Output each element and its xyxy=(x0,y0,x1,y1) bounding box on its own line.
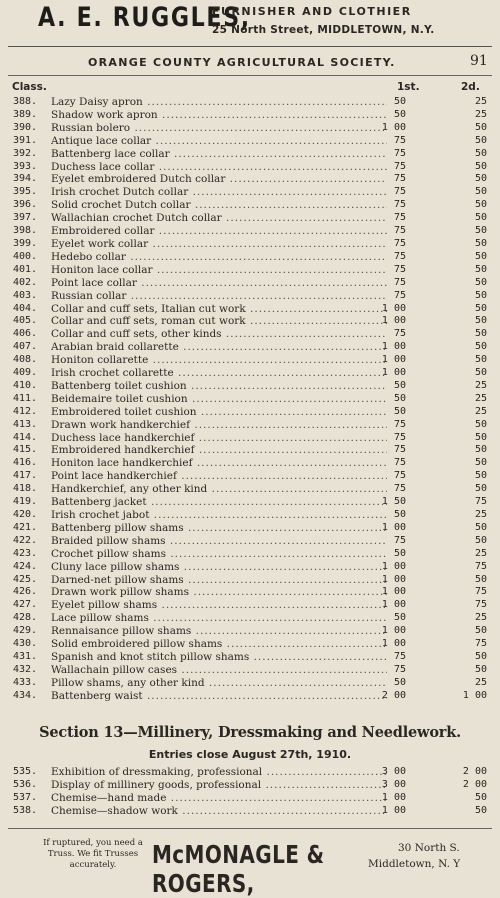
entry-first-premium: 1 00 xyxy=(381,791,406,803)
entry-class-number: 408. xyxy=(13,354,38,366)
entry-row xyxy=(0,444,500,457)
entry-row xyxy=(0,522,500,535)
entry-description: Battenberg jacket ..... xyxy=(51,496,387,509)
mcmonagle-address-1: 30 North S. xyxy=(398,842,460,854)
mcmonagle-address-2: Middletown, N. Y xyxy=(368,858,461,870)
entry-row xyxy=(0,766,500,779)
entry-row xyxy=(0,432,500,445)
entry-first-premium: 75 xyxy=(393,276,406,288)
entry-description: Handkerchief, any other kind ..... xyxy=(51,483,387,496)
entry-second-premium: 25 xyxy=(474,612,487,624)
entry-first-premium: 75 xyxy=(393,650,406,662)
rupture-line-2: Truss. We fit Trusses xyxy=(47,849,139,859)
entry-first-premium: 75 xyxy=(393,225,406,237)
entry-description: Arabian braid collarette ..... xyxy=(51,341,387,354)
entry-description: Lace pillow shams ..... xyxy=(51,612,387,625)
entry-second-premium: 50 xyxy=(474,173,487,185)
entry-second-premium: 75 xyxy=(474,560,487,572)
entry-class-number: 422. xyxy=(13,534,38,546)
entry-class-number: 411. xyxy=(13,392,38,404)
entry-description: Battenberg lace collar ..... xyxy=(51,148,387,161)
entry-class-number: 425. xyxy=(13,573,38,585)
entry-second-premium: 25 xyxy=(474,96,487,107)
entry-description: Collar and cuff sets, other kinds ..... xyxy=(51,328,387,341)
entry-description: Exhibition of dressmaking, professional ..... xyxy=(51,766,387,779)
entry-description: Crochet pillow shams ..... xyxy=(51,548,387,561)
entry-class-number: 397. xyxy=(13,212,38,224)
entries-close-notice: Entries close August 27th, 1910. xyxy=(148,748,352,761)
section-title: Section 13—Millinery, Dressmaking and Needlework. xyxy=(39,724,461,741)
entry-row xyxy=(0,315,500,328)
entry-description: Chemise—shadow work ..... xyxy=(51,805,387,818)
entry-second-premium: 50 xyxy=(474,470,487,482)
entry-first-premium: 2 00 xyxy=(381,689,406,701)
entry-second-premium: 25 xyxy=(474,379,487,391)
entry-row xyxy=(0,251,500,264)
entry-class-number: 410. xyxy=(13,379,38,391)
entry-description: Embroidered toilet cushion ..... xyxy=(51,406,387,419)
entry-class-number: 400. xyxy=(13,250,38,262)
entry-second-premium: 25 xyxy=(474,547,487,559)
entry-row xyxy=(0,612,500,625)
entry-second-premium: 1 00 xyxy=(462,689,487,701)
entry-description: Battenberg waist ..... xyxy=(51,690,387,703)
entry-second-premium: 50 xyxy=(474,315,487,327)
entry-description: Collar and cuff sets, Italian cut work ..... xyxy=(51,303,387,316)
entry-row xyxy=(0,406,500,419)
entry-second-premium: 50 xyxy=(474,663,487,675)
entry-first-premium: 75 xyxy=(393,173,406,185)
entry-description: Embroidered collar ..... xyxy=(51,225,387,238)
entry-second-premium: 50 xyxy=(474,147,487,159)
entry-second-premium: 50 xyxy=(474,160,487,172)
entry-first-premium: 1 00 xyxy=(381,586,406,598)
entry-class-number: 421. xyxy=(13,521,38,533)
entry-second-premium: 50 xyxy=(474,225,487,237)
column-header-second: 2d. xyxy=(461,81,480,93)
entry-class-number: 413. xyxy=(13,418,38,430)
column-header-first: 1st. xyxy=(397,81,420,93)
entry-class-number: 419. xyxy=(13,496,38,508)
entry-description: Display of millinery goods, professional ..... xyxy=(51,779,387,792)
entry-first-premium: 50 xyxy=(393,676,406,688)
entry-class-number: 420. xyxy=(13,509,38,520)
entry-description: Battenberg pillow shams ..... xyxy=(51,522,387,535)
entry-description: Chemise—hand made ..... xyxy=(51,792,387,805)
top-advertisement xyxy=(0,0,500,46)
entry-row xyxy=(0,496,500,509)
entry-second-premium: 50 xyxy=(474,431,487,443)
entry-description: Spanish and knot stitch pillow shams ..... xyxy=(51,651,387,664)
entry-row xyxy=(0,161,500,174)
entry-description: Lazy Daisy apron ..... xyxy=(51,96,387,109)
rupture-line-3: accurately. xyxy=(69,860,117,870)
entry-description: Drawn work handkerchief ..... xyxy=(51,419,387,432)
entry-class-number: 428. xyxy=(13,612,38,624)
entry-row xyxy=(0,109,500,122)
entry-class-number: 423. xyxy=(13,547,38,559)
entry-first-premium: 75 xyxy=(393,470,406,482)
entry-row xyxy=(0,135,500,148)
entry-description: Honiton lace handkerchief ..... xyxy=(51,457,387,470)
entry-first-premium: 50 xyxy=(393,379,406,391)
entry-second-premium: 50 xyxy=(474,121,487,133)
entry-class-number: 392. xyxy=(13,147,38,159)
entry-row xyxy=(0,238,500,251)
entry-row xyxy=(0,535,500,548)
entry-class-number: 399. xyxy=(13,237,38,249)
entry-class-number: 427. xyxy=(13,599,38,611)
entry-class-number: 388. xyxy=(13,96,38,107)
entry-description: Cluny lace pillow shams ..... xyxy=(51,561,387,574)
entry-class-number: 409. xyxy=(13,367,38,379)
entry-first-premium: 75 xyxy=(393,134,406,146)
entry-description: Embroidered handkerchief ..... xyxy=(51,444,387,457)
entry-class-number: 394. xyxy=(13,173,38,185)
entry-description: Wallachian crochet Dutch collar ..... xyxy=(51,212,387,225)
entry-row xyxy=(0,122,500,135)
entry-row xyxy=(0,277,500,290)
rupture-line-1: If ruptured, you need a xyxy=(43,838,143,848)
entry-first-premium: 1 00 xyxy=(381,560,406,572)
entry-first-premium: 75 xyxy=(393,663,406,675)
entry-row xyxy=(0,457,500,470)
ruggles-name: A. E. RUGGLES, xyxy=(38,2,251,33)
entry-first-premium: 1 00 xyxy=(381,573,406,585)
entry-class-number: 406. xyxy=(13,328,38,340)
entry-first-premium: 1 00 xyxy=(381,315,406,327)
entry-first-premium: 1 00 xyxy=(381,121,406,133)
entry-first-premium: 75 xyxy=(393,186,406,198)
entry-second-premium: 50 xyxy=(474,573,487,585)
entry-class-number: 396. xyxy=(13,199,38,211)
entry-first-premium: 1 00 xyxy=(381,354,406,366)
entry-description: Beidemaire toilet cushion ..... xyxy=(51,393,387,406)
entry-second-premium: 50 xyxy=(474,650,487,662)
entry-second-premium: 50 xyxy=(474,354,487,366)
section-premium-list xyxy=(0,766,500,818)
entry-first-premium: 1 00 xyxy=(381,302,406,314)
entry-description: Braided pillow shams ..... xyxy=(51,535,387,548)
entry-second-premium: 50 xyxy=(474,328,487,340)
entry-row xyxy=(0,173,500,186)
entry-class-number: 398. xyxy=(13,225,38,237)
entry-second-premium: 50 xyxy=(474,341,487,353)
entry-first-premium: 75 xyxy=(393,237,406,249)
entry-class-number: 432. xyxy=(13,663,38,675)
entry-first-premium: 75 xyxy=(393,457,406,469)
entry-class-number: 426. xyxy=(13,586,38,598)
entry-row xyxy=(0,779,500,792)
entry-first-premium: 75 xyxy=(393,250,406,262)
entry-second-premium: 2 00 xyxy=(462,766,487,777)
entry-row xyxy=(0,574,500,587)
entry-second-premium: 50 xyxy=(474,263,487,275)
entry-second-premium: 75 xyxy=(474,638,487,650)
entry-description: Antique lace collar ..... xyxy=(51,135,387,148)
entry-description: Eyelet work collar ..... xyxy=(51,238,387,251)
entry-first-premium: 75 xyxy=(393,418,406,430)
entry-description: Eyelet pillow shams ..... xyxy=(51,599,387,612)
entry-second-premium: 50 xyxy=(474,186,487,198)
entry-second-premium: 50 xyxy=(474,791,487,803)
entry-first-premium: 75 xyxy=(393,289,406,301)
entry-description: Honiton collarette ..... xyxy=(51,354,387,367)
entry-description: Drawn work pillow shams ..... xyxy=(51,586,387,599)
entry-row xyxy=(0,186,500,199)
entry-row xyxy=(0,664,500,677)
heading-divider xyxy=(8,75,492,76)
bottom-divider xyxy=(8,828,492,829)
entry-class-number: 414. xyxy=(13,431,38,443)
entry-description: Hedebo collar ..... xyxy=(51,251,387,264)
entry-first-premium: 50 xyxy=(393,108,406,120)
entry-first-premium: 1 00 xyxy=(381,367,406,379)
entry-row xyxy=(0,509,500,522)
entry-first-premium: 1 00 xyxy=(381,341,406,353)
mcmonagle-name: McMONAGLE & ROGERS, xyxy=(152,840,325,898)
entry-description: Eyelet embroidered Dutch collar ..... xyxy=(51,173,387,186)
entry-first-premium: 1 00 xyxy=(381,638,406,650)
entry-first-premium: 75 xyxy=(393,483,406,495)
entry-row xyxy=(0,148,500,161)
entry-row xyxy=(0,354,500,367)
entry-class-number: 415. xyxy=(13,444,38,456)
entry-row xyxy=(0,677,500,690)
entry-class-number: 391. xyxy=(13,134,38,146)
entry-second-premium: 50 xyxy=(474,276,487,288)
entry-description: Duchess lace collar ..... xyxy=(51,161,387,174)
entry-description: Russian bolero ..... xyxy=(51,122,387,135)
entry-description: Wallachain pillow cases ..... xyxy=(51,664,387,677)
entry-row xyxy=(0,328,500,341)
entry-row xyxy=(0,419,500,432)
entry-first-premium: 1 50 xyxy=(381,496,406,508)
entry-second-premium: 50 xyxy=(474,134,487,146)
entry-description: Irish crochet Dutch collar ..... xyxy=(51,186,387,199)
entry-class-number: 535. xyxy=(13,766,38,777)
entry-row xyxy=(0,586,500,599)
entry-second-premium: 50 xyxy=(474,444,487,456)
entry-row xyxy=(0,690,500,703)
entry-second-premium: 25 xyxy=(474,509,487,520)
entry-description: Shadow work apron ..... xyxy=(51,109,387,122)
entry-first-premium: 1 00 xyxy=(381,599,406,611)
entry-first-premium: 75 xyxy=(393,212,406,224)
entry-class-number: 433. xyxy=(13,676,38,688)
ruggles-address: 25 North Street, MIDDLETOWN, N.Y. xyxy=(212,24,435,36)
entry-description: Honiton lace collar ..... xyxy=(51,264,387,277)
entry-first-premium: 50 xyxy=(393,547,406,559)
entry-second-premium: 50 xyxy=(474,457,487,469)
bottom-advertisement xyxy=(0,830,500,898)
entry-second-premium: 50 xyxy=(474,804,487,816)
entry-class-number: 401. xyxy=(13,263,38,275)
entry-first-premium: 50 xyxy=(393,96,406,107)
entry-second-premium: 50 xyxy=(474,625,487,637)
entry-row xyxy=(0,792,500,805)
entry-second-premium: 50 xyxy=(474,199,487,211)
entry-description: Point lace collar ..... xyxy=(51,277,387,290)
rupture-notice xyxy=(28,838,158,871)
entry-row xyxy=(0,561,500,574)
entry-class-number: 418. xyxy=(13,483,38,495)
premium-list xyxy=(0,96,500,703)
entry-row xyxy=(0,805,500,818)
entry-class-number: 402. xyxy=(13,276,38,288)
entry-first-premium: 75 xyxy=(393,534,406,546)
entry-second-premium: 25 xyxy=(474,676,487,688)
entry-class-number: 389. xyxy=(13,108,38,120)
entry-second-premium: 25 xyxy=(474,108,487,120)
entry-second-premium: 50 xyxy=(474,289,487,301)
entry-row xyxy=(0,638,500,651)
entry-row xyxy=(0,96,500,109)
entry-class-number: 403. xyxy=(13,289,38,301)
entry-class-number: 431. xyxy=(13,650,38,662)
entry-second-premium: 50 xyxy=(474,367,487,379)
entry-first-premium: 50 xyxy=(393,405,406,417)
ruggles-business: FURNISHER AND CLOTHIER xyxy=(212,5,412,18)
entry-first-premium: 75 xyxy=(393,147,406,159)
entry-description: Rennaisance pillow shams ..... xyxy=(51,625,387,638)
entry-second-premium: 50 xyxy=(474,250,487,262)
entry-row xyxy=(0,393,500,406)
entry-second-premium: 50 xyxy=(474,534,487,546)
entry-class-number: 407. xyxy=(13,341,38,353)
entry-row xyxy=(0,264,500,277)
entry-row xyxy=(0,225,500,238)
entry-row xyxy=(0,303,500,316)
entry-class-number: 536. xyxy=(13,778,38,790)
entry-row xyxy=(0,367,500,380)
entry-class-number: 395. xyxy=(13,186,38,198)
entry-first-premium: 50 xyxy=(393,612,406,624)
entry-row xyxy=(0,470,500,483)
entry-first-premium: 75 xyxy=(393,263,406,275)
entry-second-premium: 50 xyxy=(474,521,487,533)
entry-description: Battenberg toilet cushion ..... xyxy=(51,380,387,393)
entry-description: Russian collar ..... xyxy=(51,290,387,303)
entry-first-premium: 1 00 xyxy=(381,625,406,637)
entry-row xyxy=(0,199,500,212)
entry-second-premium: 50 xyxy=(474,302,487,314)
society-heading: ORANGE COUNTY AGRICULTURAL SOCIETY. xyxy=(88,56,396,69)
entry-row xyxy=(0,483,500,496)
entry-first-premium: 75 xyxy=(393,328,406,340)
entry-description: Solid crochet Dutch collar ..... xyxy=(51,199,387,212)
entry-first-premium: 3 00 xyxy=(381,766,406,777)
entry-first-premium: 50 xyxy=(393,509,406,520)
entry-class-number: 430. xyxy=(13,638,38,650)
entry-description: Solid embroidered pillow shams ..... xyxy=(51,638,387,651)
entry-row xyxy=(0,651,500,664)
entry-description: Duchess lace handkerchief ..... xyxy=(51,432,387,445)
entry-class-number: 416. xyxy=(13,457,38,469)
top-divider xyxy=(8,46,492,47)
entry-description: Pillow shams, any other kind ..... xyxy=(51,677,387,690)
entry-second-premium: 25 xyxy=(474,405,487,417)
entry-first-premium: 1 00 xyxy=(381,521,406,533)
entry-class-number: 412. xyxy=(13,405,38,417)
entry-second-premium: 25 xyxy=(474,392,487,404)
entry-class-number: 390. xyxy=(13,121,38,133)
entry-second-premium: 75 xyxy=(474,496,487,508)
entry-second-premium: 50 xyxy=(474,237,487,249)
entry-row xyxy=(0,212,500,225)
entry-first-premium: 75 xyxy=(393,160,406,172)
entry-description: Irish crochet collarette ..... xyxy=(51,367,387,380)
entry-class-number: 537. xyxy=(13,791,38,803)
entry-row xyxy=(0,290,500,303)
entry-first-premium: 75 xyxy=(393,431,406,443)
entry-description: Darned-net pillow shams ..... xyxy=(51,574,387,587)
page-number: 91 xyxy=(470,53,488,69)
entry-class-number: 404. xyxy=(13,302,38,314)
entry-second-premium: 75 xyxy=(474,586,487,598)
entry-second-premium: 75 xyxy=(474,599,487,611)
entry-class-number: 538. xyxy=(13,804,38,816)
entry-second-premium: 50 xyxy=(474,418,487,430)
entry-row xyxy=(0,625,500,638)
entry-second-premium: 50 xyxy=(474,212,487,224)
entry-description: Collar and cuff sets, roman cut work ..... xyxy=(51,315,387,328)
entry-class-number: 424. xyxy=(13,560,38,572)
column-header-class: Class. xyxy=(12,81,47,93)
entry-description: Irish crochet jabot ..... xyxy=(51,509,387,522)
entry-second-premium: 50 xyxy=(474,483,487,495)
entry-first-premium: 75 xyxy=(393,444,406,456)
entry-description: Point lace handkerchief ..... xyxy=(51,470,387,483)
entry-row xyxy=(0,599,500,612)
entry-first-premium: 1 00 xyxy=(381,804,406,816)
entry-class-number: 405. xyxy=(13,315,38,327)
entry-first-premium: 50 xyxy=(393,392,406,404)
entry-second-premium: 2 00 xyxy=(462,778,487,790)
entry-row xyxy=(0,380,500,393)
entry-row xyxy=(0,548,500,561)
entry-first-premium: 3 00 xyxy=(381,778,406,790)
entry-class-number: 417. xyxy=(13,470,38,482)
entry-class-number: 393. xyxy=(13,160,38,172)
entry-row xyxy=(0,341,500,354)
entry-class-number: 434. xyxy=(13,689,38,701)
entry-first-premium: 75 xyxy=(393,199,406,211)
entry-class-number: 429. xyxy=(13,625,38,637)
